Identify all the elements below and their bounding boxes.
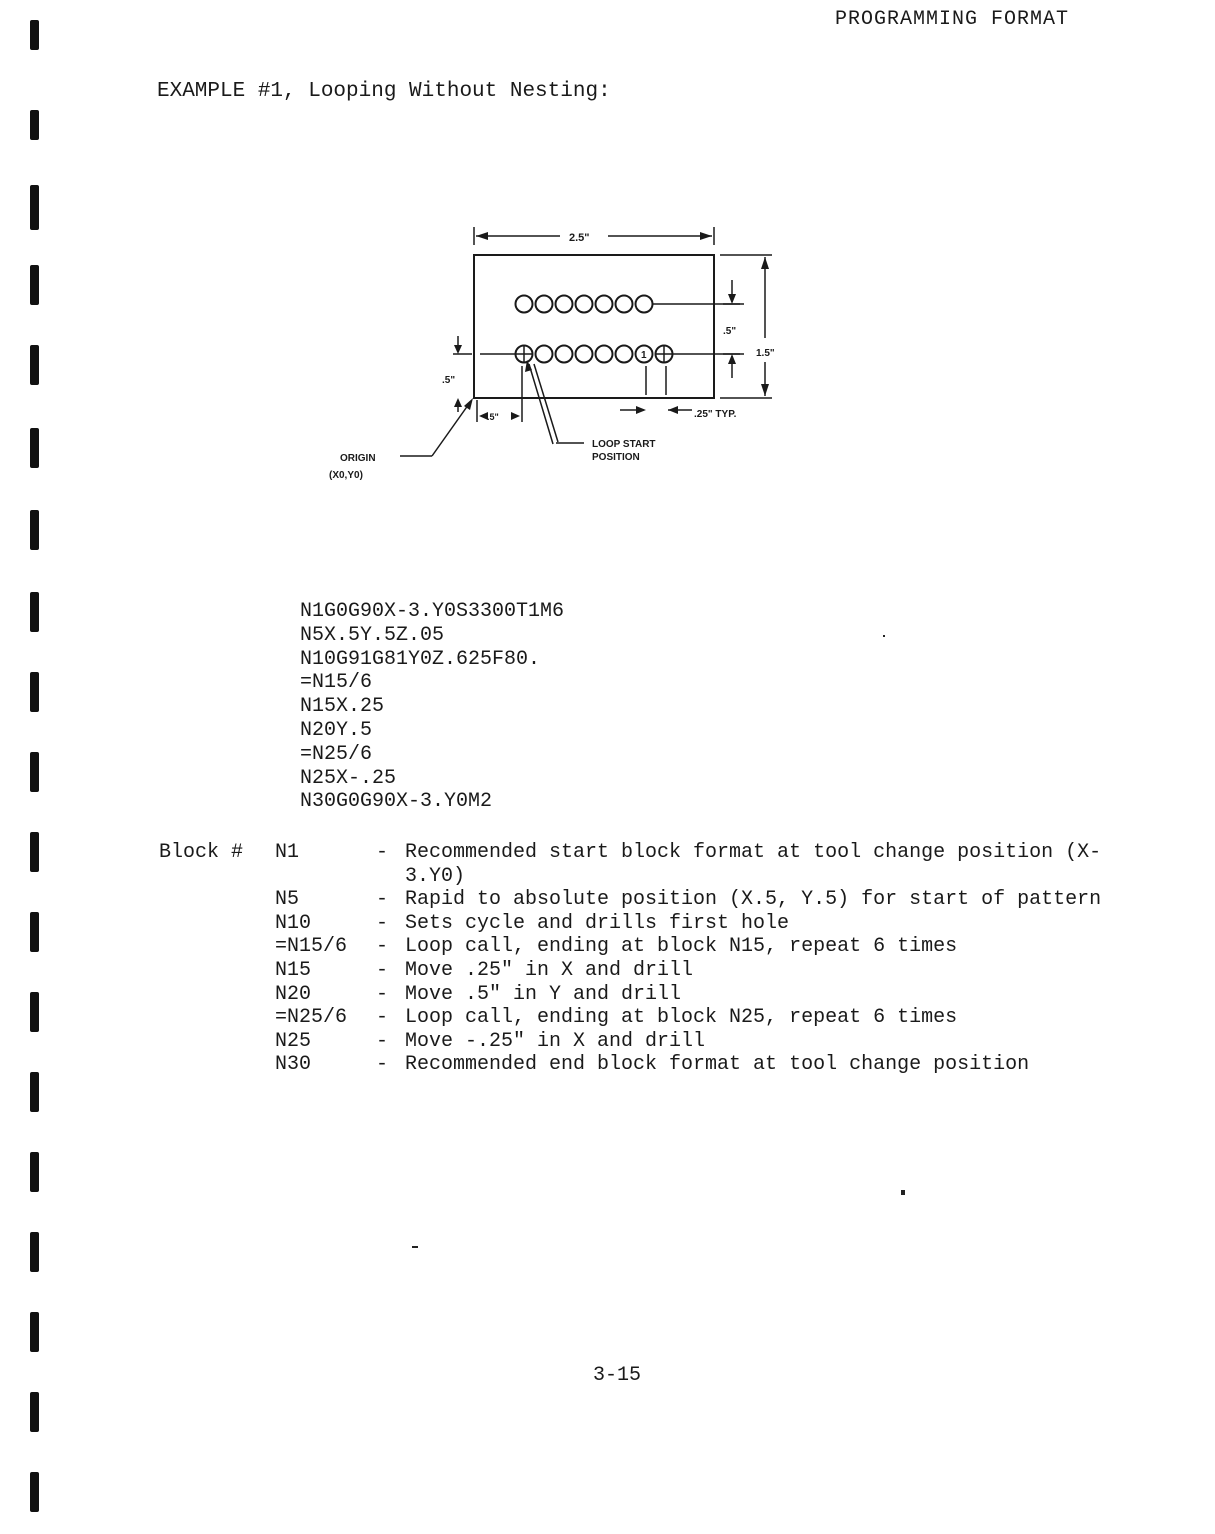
origin-offset-x-label: .5" <box>487 412 499 422</box>
page-number: 3-15 <box>593 1364 642 1387</box>
separator-dash: - <box>376 935 389 959</box>
loop-start-label-line2: POSITION <box>592 452 640 463</box>
program-line: N25X-.25 <box>300 766 397 790</box>
binding-hole-mark <box>30 1472 39 1512</box>
scan-speck <box>412 1246 418 1248</box>
binding-hole-mark <box>30 345 39 385</box>
separator-dash: - <box>376 1029 389 1053</box>
binding-hole-mark <box>30 912 39 952</box>
program-line: N5X.5Y.5Z.05 <box>300 623 445 647</box>
binding-hole-mark <box>30 110 39 140</box>
block-entry <box>159 935 1119 959</box>
origin-label-line2: (X0,Y0) <box>329 470 363 481</box>
origin-label-line1: ORIGIN <box>340 453 376 464</box>
hole-pattern-diagram <box>320 220 800 500</box>
scan-speck <box>883 635 885 637</box>
separator-dash: - <box>376 982 389 1006</box>
binding-hole-mark <box>30 510 39 550</box>
block-description: Loop call, ending at block N15, repeat 6 times <box>405 935 958 959</box>
binding-hole-mark <box>30 428 39 468</box>
block-description: Recommended end block format at tool change position <box>405 1053 1030 1077</box>
program-line: N20Y.5 <box>300 718 373 742</box>
height-label: 1.5" <box>756 348 775 359</box>
block-entry <box>159 1030 1119 1054</box>
binding-hole-mark <box>30 20 39 50</box>
binding-hole-mark <box>30 1232 39 1272</box>
binding-hole-mark <box>30 1072 39 1112</box>
block-code: N30 <box>275 1053 312 1077</box>
plate-outline <box>474 255 714 398</box>
separator-dash: - <box>376 1053 389 1077</box>
program-listing <box>300 600 564 814</box>
top-row-holes <box>516 296 653 313</box>
program-line: N15X.25 <box>300 695 385 719</box>
block-description: Sets cycle and drills first hole <box>405 911 790 935</box>
block-description: Rapid to absolute position (X.5, Y.5) for start of pattern <box>405 888 1102 912</box>
block-description: Move .25" in X and drill <box>405 958 694 982</box>
loop-start-label-line1: LOOP START <box>592 439 656 450</box>
block-code: N20 <box>275 982 312 1006</box>
block-entry <box>159 841 1119 888</box>
hole-number-label: 1 <box>641 350 647 361</box>
block-entry <box>159 983 1119 1007</box>
block-description: Loop call, ending at block N25, repeat 6 times <box>405 1006 958 1030</box>
block-description: Move -.25" in X and drill <box>405 1029 706 1053</box>
separator-dash: - <box>376 888 389 912</box>
binding-hole-mark <box>30 185 39 230</box>
block-entry <box>159 959 1119 983</box>
binding-hole-mark <box>30 592 39 632</box>
program-line: N30G0G90X-3.Y0M2 <box>300 790 493 814</box>
bottom-row-holes <box>515 345 673 363</box>
block-description: Move .5" in Y and drill <box>405 982 682 1006</box>
separator-dash: - <box>376 911 389 935</box>
binding-hole-mark <box>30 1392 39 1432</box>
block-code: =N25/6 <box>275 1006 348 1030</box>
block-code: N1 <box>275 841 300 864</box>
program-line: N1G0G90X-3.Y0S3300T1M6 <box>300 600 565 623</box>
separator-dash: - <box>376 958 389 982</box>
block-code: N25 <box>275 1029 312 1053</box>
program-line: =N25/6 <box>300 742 373 766</box>
row-spacing-label: .5" <box>723 326 737 337</box>
program-line: N10G91G81Y0Z.625F80. <box>300 647 541 671</box>
block-code: N10 <box>275 911 312 935</box>
block-label: Block # <box>159 841 244 864</box>
block-code: =N15/6 <box>275 935 348 959</box>
scan-speck <box>901 1190 905 1195</box>
example-title: EXAMPLE #1, Looping Without Nesting: <box>157 80 611 103</box>
width-label: 2.5" <box>569 232 590 244</box>
binding-hole-mark <box>30 752 39 792</box>
header-title: PROGRAMMING FORMAT <box>835 8 1070 31</box>
binding-hole-mark <box>30 672 39 712</box>
hole-spacing-label: .25" TYP. <box>694 409 737 420</box>
binding-hole-mark <box>30 265 39 305</box>
origin-offset-y-label: .5" <box>442 375 456 386</box>
block-entry <box>159 1053 1119 1077</box>
block-code: N15 <box>275 958 312 982</box>
block-entry <box>159 888 1119 912</box>
binding-hole-mark <box>30 992 39 1032</box>
block-entry <box>159 1006 1119 1030</box>
block-description: Recommended start block format at tool change position (X-3.Y0) <box>405 841 1102 888</box>
block-code: N5 <box>275 888 300 912</box>
block-entry <box>159 912 1119 936</box>
separator-dash: - <box>376 841 389 864</box>
program-line: =N15/6 <box>300 671 373 695</box>
binding-hole-mark <box>30 1152 39 1192</box>
binding-hole-mark <box>30 832 39 872</box>
separator-dash: - <box>376 1006 389 1030</box>
block-explanations <box>159 841 1119 1077</box>
binding-hole-mark <box>30 1312 39 1352</box>
